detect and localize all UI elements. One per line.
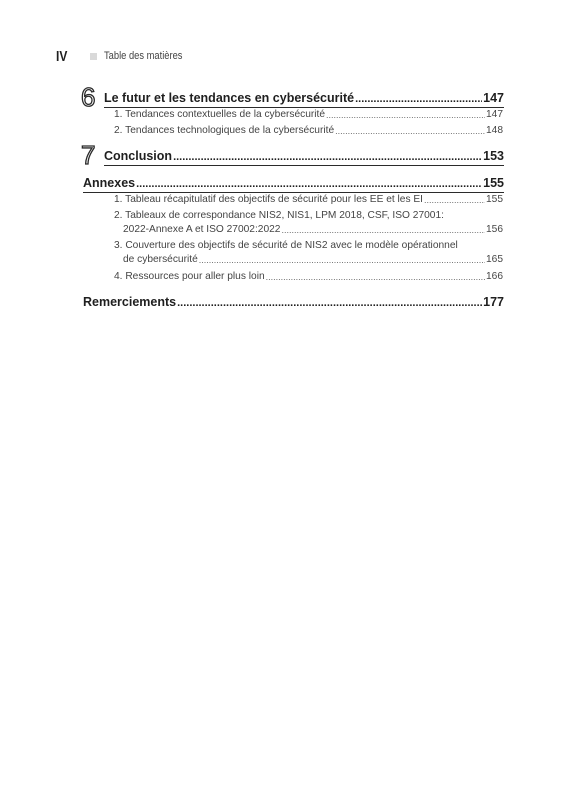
toc-subentry-line[interactable] (114, 240, 503, 251)
toc-subentry-label: 1. Tendances contextuelles de la cybersécurité (114, 109, 326, 120)
toc-subentry[interactable] (114, 125, 503, 136)
page-header (56, 47, 196, 65)
toc-subentry-page: 147 (486, 109, 503, 120)
toc-subentry[interactable] (114, 194, 503, 205)
toc-subentry-page: 166 (486, 271, 503, 282)
dot-leader (355, 93, 482, 105)
toc-subentry-page: 156 (486, 224, 503, 235)
toc-entry-remerciements[interactable] (83, 295, 504, 309)
dot-leader (136, 178, 482, 190)
toc-subentry-label: 1. Tableau récapitulatif des objectifs de sécurité pour les EE et les EI (114, 194, 424, 205)
dot-leader (177, 297, 482, 309)
dot-leader (424, 195, 485, 205)
toc-subentry-label: de cybersécurité (123, 254, 198, 265)
toc-entry-title: Conclusion (104, 149, 173, 163)
divider (83, 192, 504, 193)
toc-entry-page: 147 (483, 91, 504, 105)
toc-subentry-page: 148 (486, 125, 503, 136)
toc-subentry-page: 165 (486, 254, 503, 265)
divider (104, 165, 504, 166)
dot-leader (326, 110, 485, 120)
toc-subentry[interactable] (123, 254, 503, 265)
toc-subentry-label: 4. Ressources pour aller plus loin (114, 271, 265, 282)
toc-subentry-page: 155 (486, 194, 503, 205)
chapter-7-number: 7 (81, 140, 96, 170)
toc-entry-annexes[interactable] (83, 176, 504, 190)
divider (104, 107, 504, 108)
toc-subentry-label: 3. Couverture des objectifs de sécurité de NIS2 avec le modèle opérationnel (114, 240, 458, 251)
page-folio: IV (56, 47, 68, 65)
dot-leader (335, 126, 485, 136)
chapter-6-number: 6 (81, 82, 96, 112)
toc-subentry-label: 2022-Annexe A et ISO 27002:2022 (123, 224, 281, 235)
toc-entry-chapter-7[interactable] (104, 149, 504, 163)
toc-entry-page: 153 (483, 149, 504, 163)
toc-entry-page: 155 (483, 176, 504, 190)
toc-entry-title: Le futur et les tendances en cybersécurité (104, 91, 355, 105)
toc-subentry-line[interactable] (114, 210, 503, 221)
toc-entry-title: Annexes (83, 176, 136, 190)
toc-subentry-label: 2. Tendances technologiques de la cybersécurité (114, 125, 335, 136)
toc-subentry[interactable] (123, 224, 503, 235)
header-title: Table des matières (104, 50, 183, 62)
toc-subentry-label: 2. Tableaux de correspondance NIS2, NIS1, LPM 2018, CSF, ISO 27001: (114, 210, 444, 221)
toc-entry-title: Remerciements (83, 295, 177, 309)
toc-entry-page: 177 (483, 295, 504, 309)
header-square-icon (90, 53, 97, 60)
dot-leader (199, 255, 485, 265)
toc-subentry[interactable] (114, 109, 503, 120)
dot-leader (173, 151, 482, 163)
dot-leader (266, 272, 485, 282)
toc-subentry[interactable] (114, 271, 503, 282)
dot-leader (281, 225, 485, 235)
toc-entry-chapter-6[interactable] (104, 91, 504, 105)
